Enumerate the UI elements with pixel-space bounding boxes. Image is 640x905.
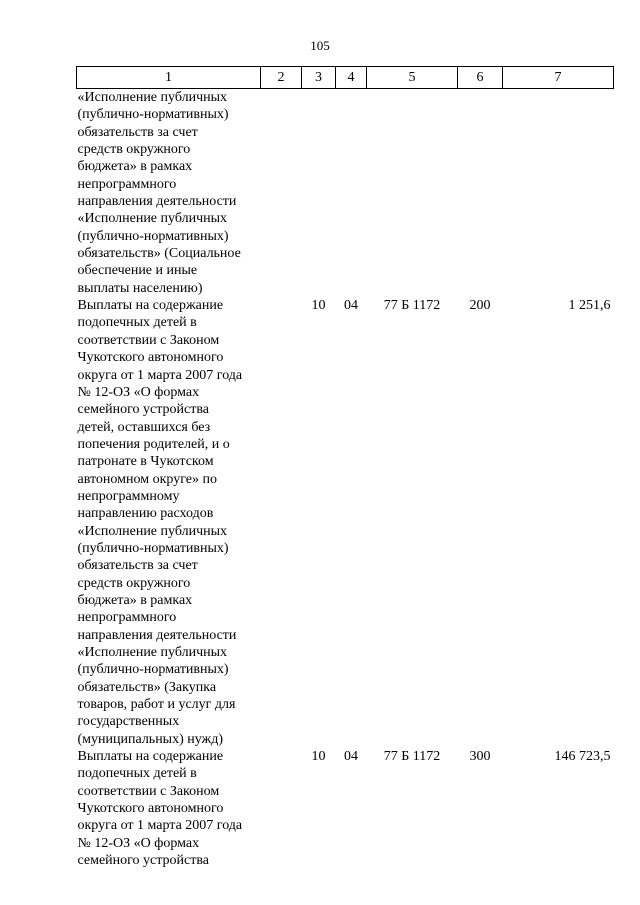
row-amount: 1 251,6 — [568, 298, 611, 314]
table-row — [77, 748, 614, 869]
row-section: 10 — [311, 749, 326, 765]
row-subsection: 04 — [344, 749, 358, 765]
row-expense-type: 300 — [469, 749, 491, 765]
budget-table — [76, 66, 614, 869]
header-col-3: 3 — [302, 67, 336, 89]
header-col-5: 5 — [367, 67, 458, 89]
row-amount — [503, 89, 614, 298]
header-col-1: 1 — [77, 67, 261, 89]
row-expense-type — [458, 89, 503, 298]
row-section — [302, 89, 336, 298]
header-col-4: 4 — [336, 67, 367, 89]
row-subsection — [336, 89, 367, 298]
table-row — [77, 297, 614, 748]
row-expense-type: 200 — [469, 298, 491, 314]
row-description: «Исполнение публичных (публично-нормативных) обязательств за счет средств окружного бюджета» в рамках непрограммного направления деятельности «Исполнение публичных (публично-нормативных) обязательств» (Социальное обеспечение и иные выплаты населению) — [77, 90, 241, 296]
row-description: Выплаты на содержание подопечных детей в соответствии с Законом Чукотского автономного округа от 1 марта 2007 года № 12-ОЗ «О формах семейного устройства — [77, 749, 243, 869]
header-col-2: 2 — [261, 67, 302, 89]
row-col-2 — [261, 748, 302, 869]
row-col-2 — [261, 297, 302, 748]
row-section: 10 — [311, 298, 326, 314]
table-row — [77, 89, 614, 298]
row-description: Выплаты на содержание подопечных детей в соответствии с Законом Чукотского автономного округа от 1 марта 2007 года № 12-ОЗ «О формах семейного устройства детей, оставшихся без попечения родителей, и о патронате в Чукотском автономном округе» по непрограммному направлению расходов «Исполнение публичных (публично-нормативных) обязательств за счет средств окружного бюджета» в рамках непрограммного направления деятельности «Исполнение публичных (публично-нормативных) обязательств» (Закупка товаров, работ и услуг для государственных (муниципальных) нужд) — [77, 298, 243, 747]
row-target-article: 77 Б 1172 — [383, 749, 441, 765]
row-target-article: 77 Б 1172 — [383, 298, 441, 314]
page-number: 105 — [310, 38, 330, 53]
row-subsection: 04 — [344, 298, 358, 314]
row-amount: 146 723,5 — [554, 749, 611, 765]
header-row — [77, 67, 614, 89]
row-col-2 — [261, 89, 302, 298]
row-target-article — [367, 89, 458, 298]
header-col-7: 7 — [503, 67, 614, 89]
header-col-6: 6 — [458, 67, 503, 89]
